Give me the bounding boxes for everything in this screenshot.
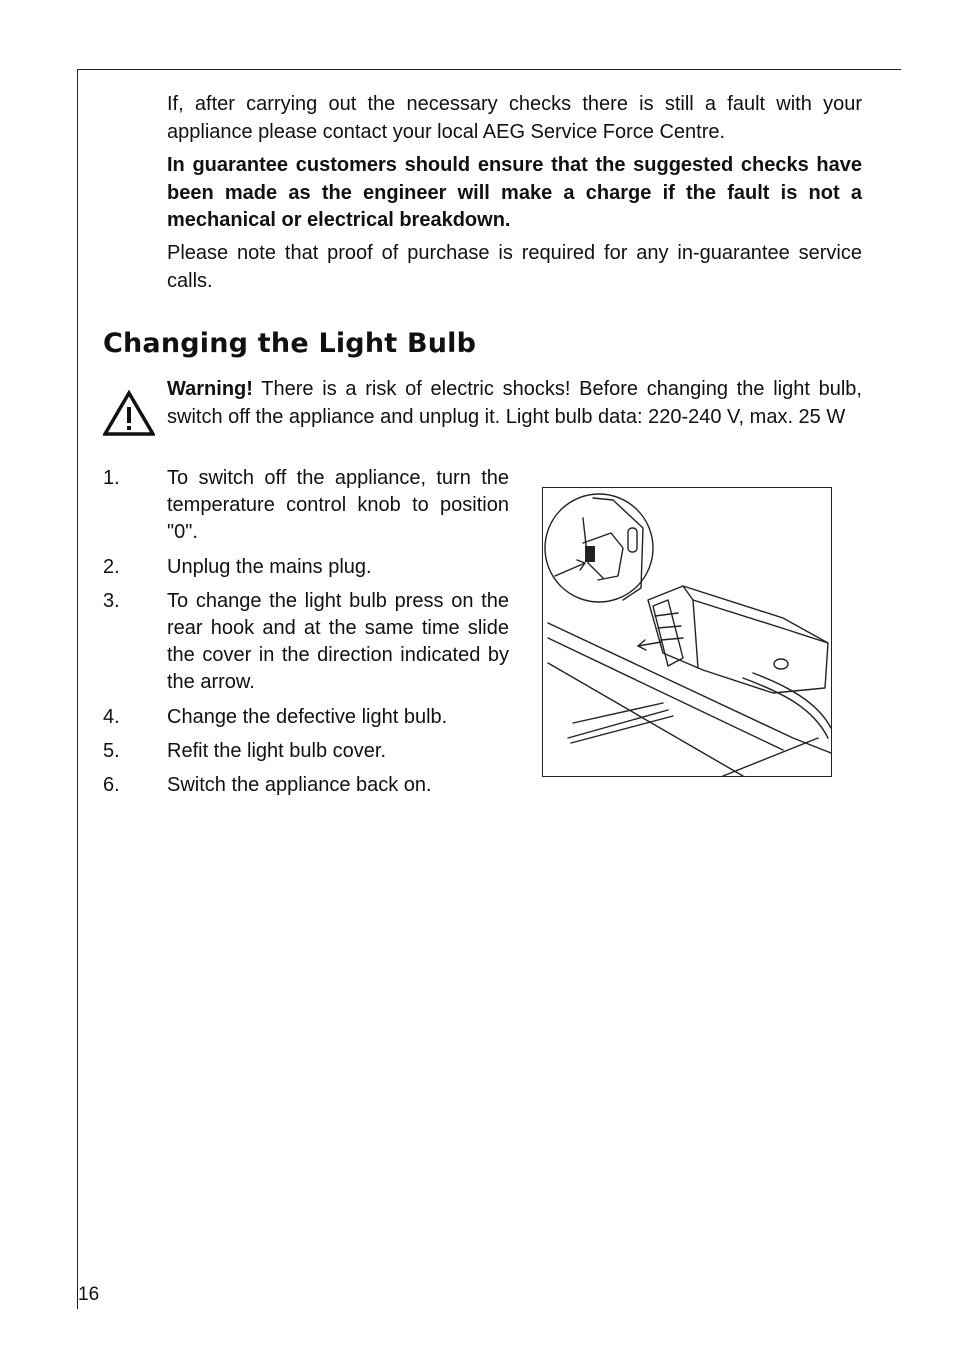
step-number: 1. (103, 467, 120, 489)
intro-paragraph-1: If, after carrying out the necessary checks there is still a fault with your appliance please contact your local AEG Service Force Centre. (167, 93, 862, 143)
step-text: Change the defective light bulb. (167, 705, 448, 728)
top-rule (77, 69, 901, 70)
step-text: Unplug the mains plug. (167, 555, 372, 578)
intro-paragraph-proof: Please note that proof of purchase is required for any in-guarantee service calls. (167, 242, 862, 292)
step-text: Switch the appliance back on. (167, 774, 432, 797)
step-item (103, 465, 509, 547)
step-item (103, 554, 509, 581)
warning-paragraph (167, 376, 862, 431)
left-rule (77, 69, 78, 1309)
warning-triangle-icon (103, 390, 155, 436)
step-item (103, 772, 509, 799)
step-text: To switch off the appliance, turn the temperature control knob to position "0". (167, 467, 509, 544)
step-number: 4. (103, 705, 120, 728)
step-item (103, 704, 509, 731)
step-item (103, 588, 509, 697)
step-item (103, 738, 509, 765)
light-bulb-cover-illustration (542, 487, 832, 777)
step-number: 2. (103, 555, 120, 578)
intro-paragraph-guarantee: In guarantee customers should ensure that the suggested checks have been made as the engineer will make a charge if the fault is not a mechanical or electrical breakdown. (167, 154, 862, 231)
step-text: To change the light bulb press on the rear hook and at the same time slide the cover in the direction indicated by the arrow. (167, 589, 509, 694)
step-number: 5. (103, 739, 120, 762)
section-title: Changing the Light Bulb (103, 328, 477, 359)
steps-list (103, 465, 509, 806)
warning-label: Warning! (167, 378, 253, 400)
step-number: 3. (103, 589, 120, 612)
step-number: 6. (103, 774, 120, 797)
page-number: 16 (78, 1284, 100, 1305)
step-text: Refit the light bulb cover. (167, 739, 387, 762)
warning-text: There is a risk of electric shocks! Before changing the light bulb, switch off the appliance and unplug it. Light bulb data: 220-240 V, max. 25 W (167, 378, 862, 428)
